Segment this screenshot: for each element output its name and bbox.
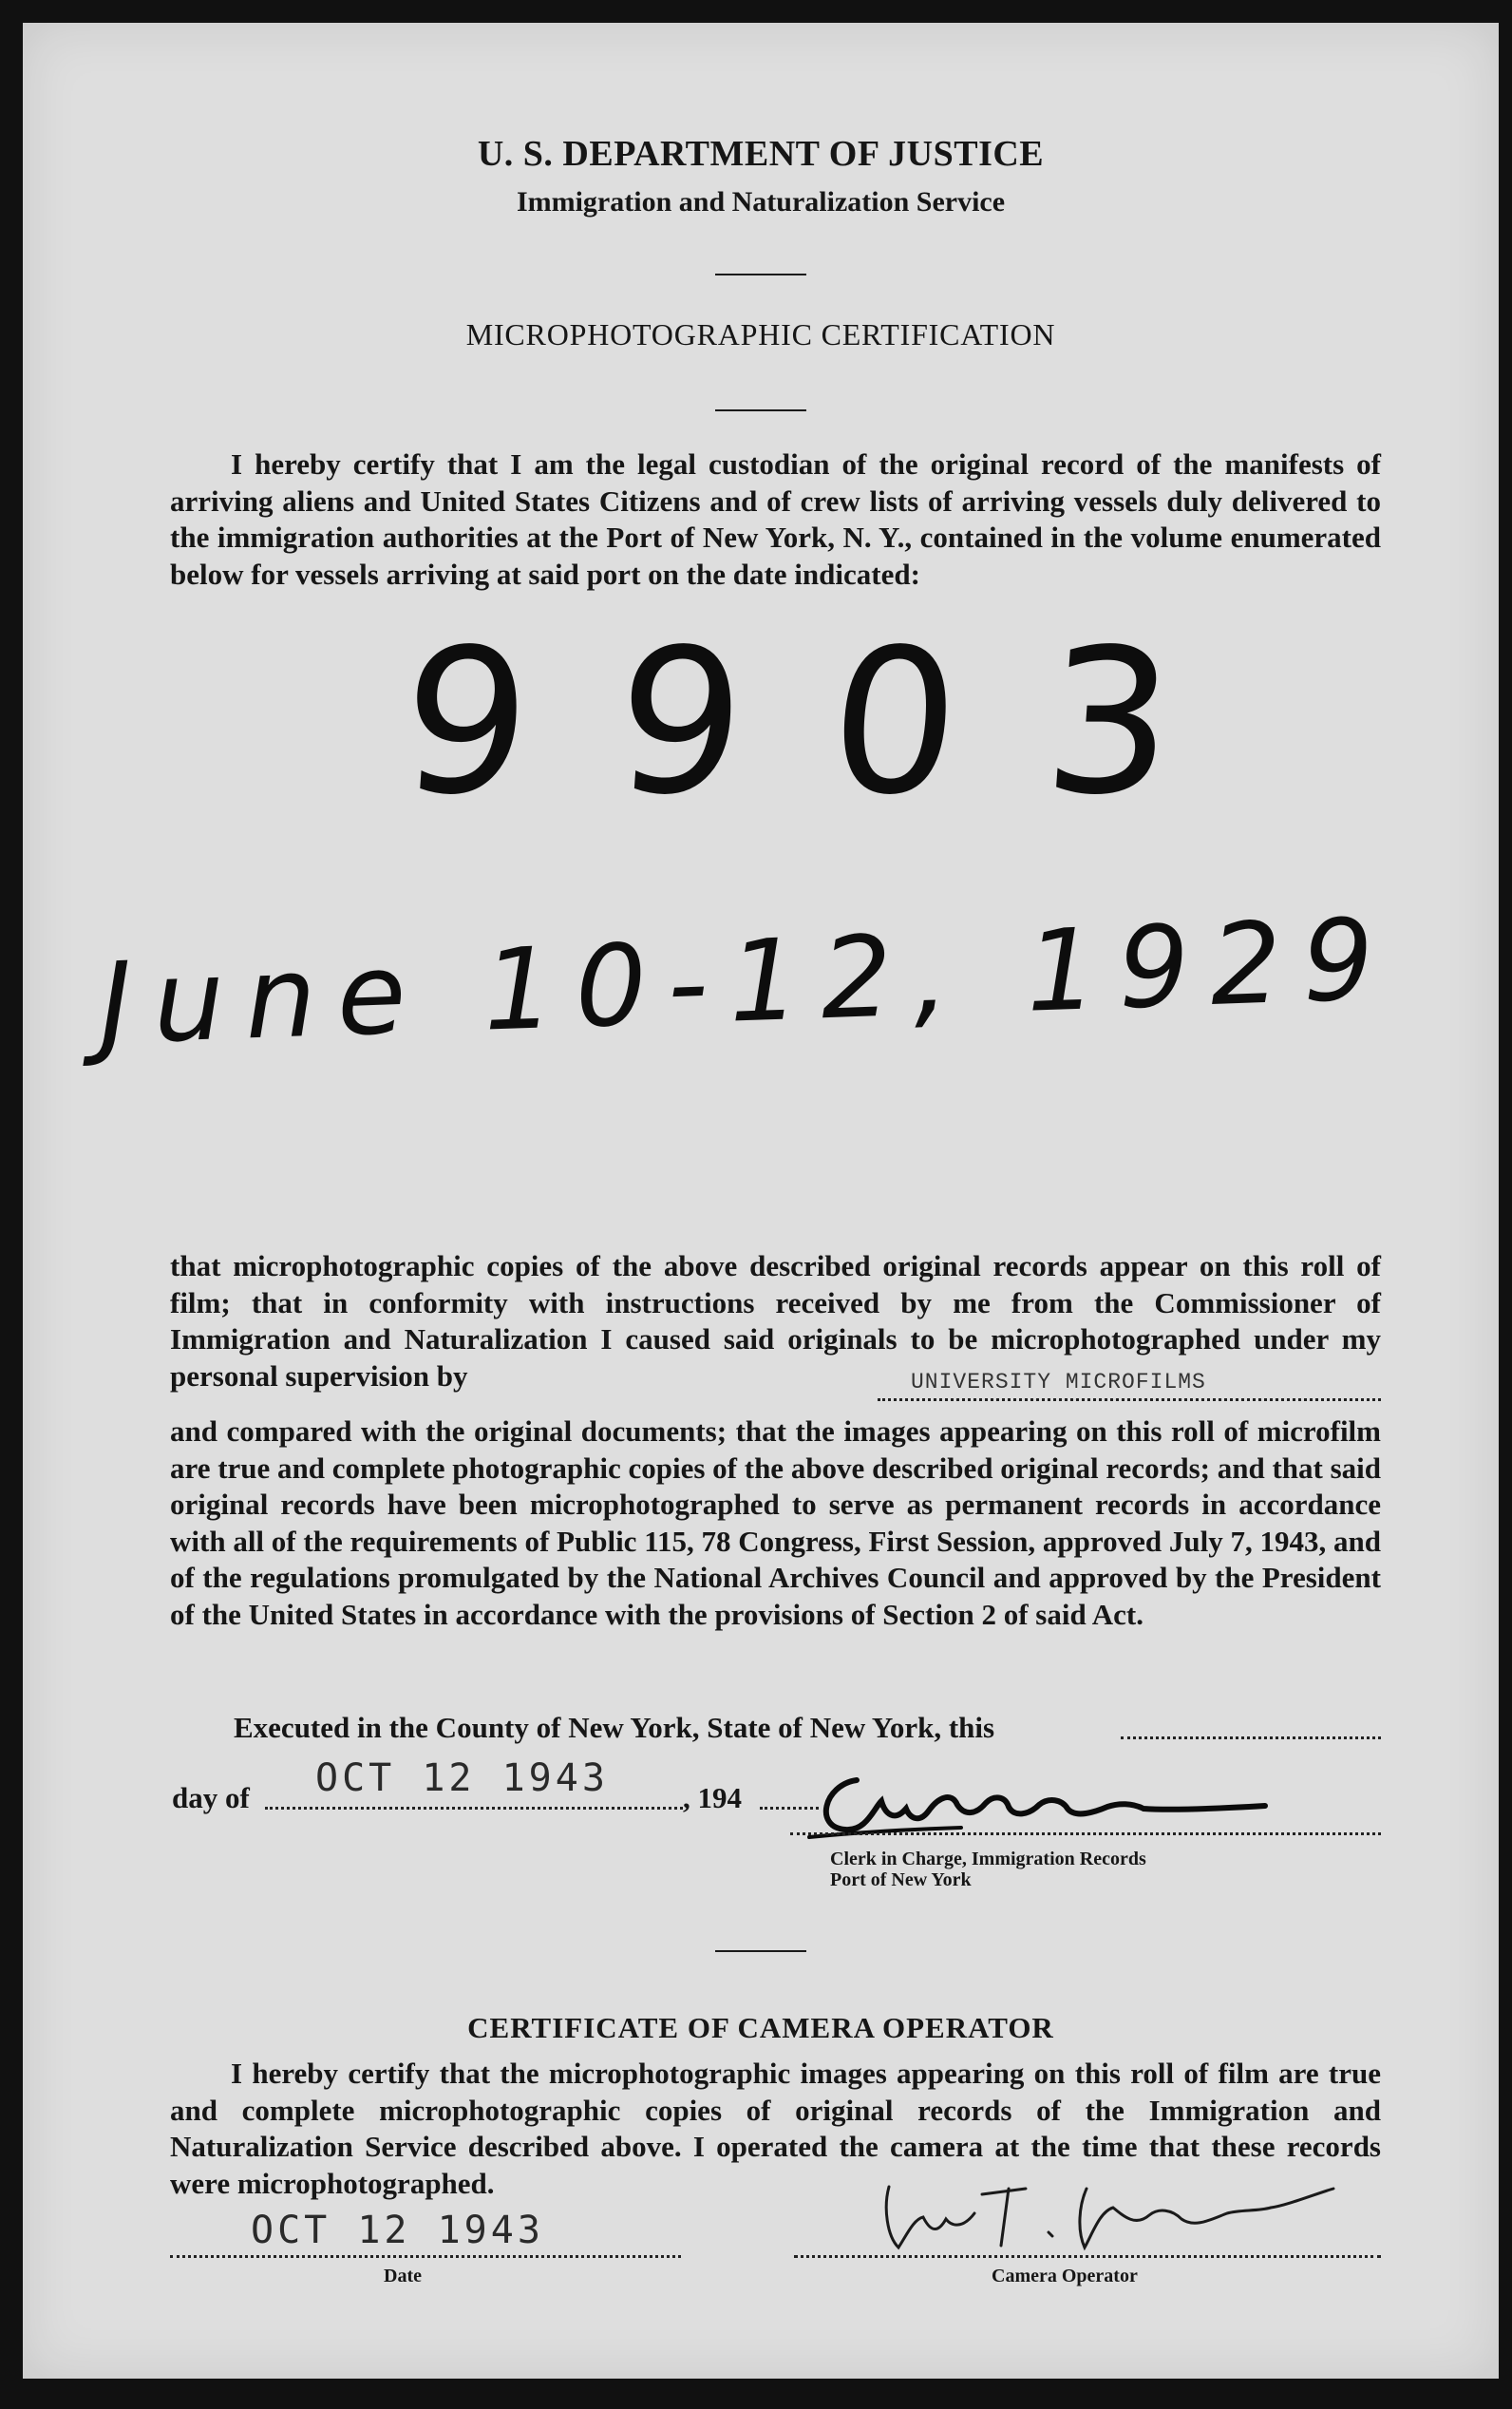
camera-operator-signature [868,2160,1362,2265]
microfilmer-typed-name: UNIVERSITY MICROFILMS [911,1370,1206,1394]
intro-text: I hereby certify that I am the legal custodian of the original record of the manifests of arriving aliens and United States Citizens and of crew lists of arriving vessels duly delivered to the immigration authorities at the Port of New York, N. Y., contained in the volume enumerated below for vessels arriving at said port on the date indicated: [170,447,1381,591]
certificate-sheet [23,23,1499,2379]
handwritten-volume-number: 9903 [394,606,1269,839]
executed-day-dotted-line [1121,1736,1381,1739]
camera-date-stamp: OCT 12 1943 [251,2209,544,2252]
day-of-label: day of [172,1781,250,1814]
date-label: Date [384,2266,422,2286]
clerk-signature [790,1752,1322,1856]
intro-paragraph [170,446,1381,593]
date-dotted-line [170,2255,681,2258]
body-text-part2: and compared with the original documents; that the images appearing on this roll of microfilm are true and complete photographic copies of the above described original records; and that said original records have been microphotographed to serve as permanent records in accordance with all of the requirements of Public 115, 78 Congress, First Session, approved July 7, 1943, and of the regulations promulgated by the National Archives Council and approved by the President of the United States in accordance with the provisions of Section 2 of said Act. [170,1414,1381,1631]
clerk-signature-dotted-line [790,1832,1381,1835]
execution-date-stamp: OCT 12 1943 [315,1756,609,1800]
department-title: U. S. DEPARTMENT OF JUSTICE [477,134,1045,174]
day-of-dotted-line [265,1807,683,1810]
clerk-title-line2: Port of New York [830,1869,972,1890]
camera-operator-label: Camera Operator [992,2266,1138,2286]
year-prefix: , 194 [683,1781,742,1814]
camera-operator-title: CERTIFICATE OF CAMERA OPERATOR [467,2011,1054,2044]
divider-rule [715,274,806,275]
clerk-title-line1: Clerk in Charge, Immigration Records [830,1849,1146,1869]
divider-rule [715,409,806,411]
executed-statement: Executed in the County of New York, State of New York, this [234,1711,995,1744]
service-subtitle: Immigration and Naturalization Service [516,186,1006,218]
camera-operator-statement: I hereby certify that the microphotographic images appearing on this roll of film are true and complete microphotographic copies of original records of the Immigration and Naturalization Service described above. I operated the camera at the time that these records were microphotographed. [170,2057,1381,2200]
certification-title: MICROPHOTOGRAPHIC CERTIFICATION [465,317,1056,351]
operator-signature-dotted-line [794,2255,1381,2258]
handwritten-volume-dates: June 10-12, 1929 [97,893,1397,1070]
divider-rule [715,1950,806,1952]
body-text-part1: that microphotographic copies of the above described original records appear on this roll of film; that in conformity with instructions received by me from the Commissioner of Immigration and Naturalization I caused said originals to be microphotographed under my personal supervision by [170,1249,1381,1393]
microfilmer-dotted-line [878,1398,1381,1401]
body-paragraph-part2 [170,1413,1381,1633]
